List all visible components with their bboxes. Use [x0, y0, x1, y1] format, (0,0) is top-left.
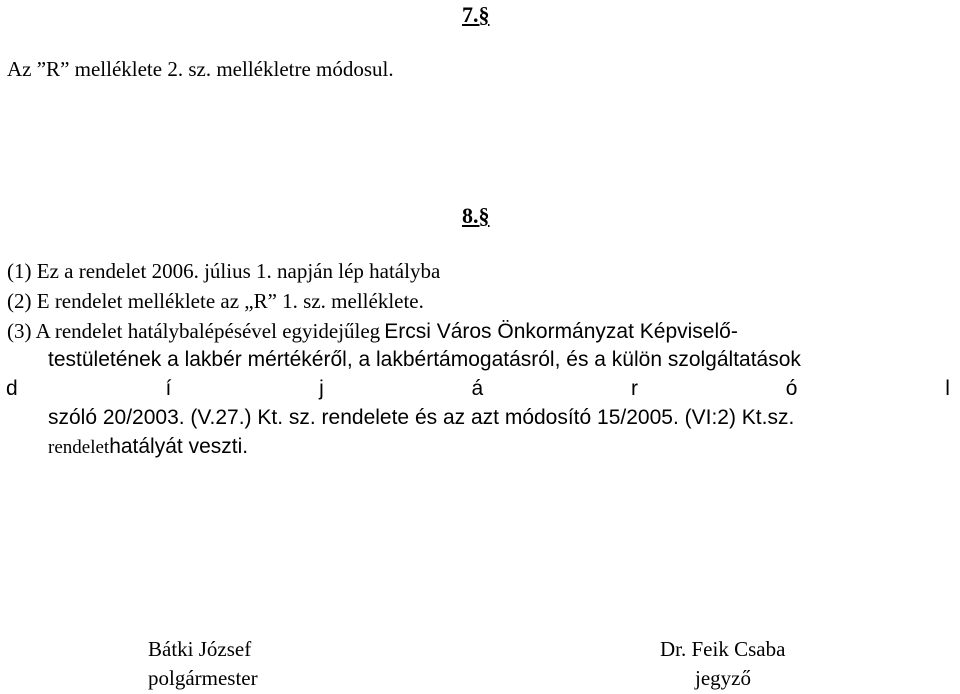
- paragraph-3-line-5-serif: rendelet: [48, 437, 110, 458]
- paragraph-3-lead-sans: Ercsi Város Önkormányzat Képviselő-: [384, 320, 738, 343]
- signature-mayor-title: polgármester: [148, 666, 258, 690]
- paragraph-1: (1) Ez a rendelet 2006. július 1. napján lép hatályba: [7, 259, 441, 283]
- paragraph-3-line-1: [7, 319, 738, 344]
- spread-letter: á: [471, 377, 484, 400]
- signature-notary-name: Dr. Feik Csaba: [660, 637, 786, 661]
- section-7-heading: 7.§: [462, 2, 490, 27]
- signature-mayor-name: Bátki József: [148, 637, 252, 661]
- spread-letter: l: [945, 377, 950, 400]
- paragraph-3-line-2: testületének a lakbér mértékéről, a lakbértámogatásról, és a külön szolgáltatások: [48, 348, 801, 371]
- spread-letter: j: [319, 377, 324, 400]
- spread-letter: ó: [785, 377, 798, 400]
- paragraph-2: (2) E rendelet melléklete az „R” 1. sz. melléklete.: [7, 289, 424, 313]
- paragraph-3-lead: (3) A rendelet hatálybalépésével egyidejűleg: [7, 319, 381, 343]
- signature-notary-title: jegyző: [695, 666, 751, 690]
- section-8-heading: 8.§: [462, 203, 490, 228]
- paragraph-3-line-4: szóló 20/2003. (V.27.) Kt. sz. rendelete és az azt módosító 15/2005. (VI:2) Kt.sz.: [48, 406, 795, 429]
- spread-letter: d: [6, 377, 18, 400]
- spread-letter: í: [165, 377, 172, 400]
- paragraph-3-line-5-sans: hatályát veszti.: [109, 435, 249, 458]
- spread-letter: r: [631, 377, 639, 400]
- paragraph-3-spread-line: [6, 377, 950, 401]
- intro-text: Az ”R” melléklete 2. sz. mellékletre módosul.: [7, 57, 394, 81]
- paragraph-3-line-5: [48, 435, 248, 459]
